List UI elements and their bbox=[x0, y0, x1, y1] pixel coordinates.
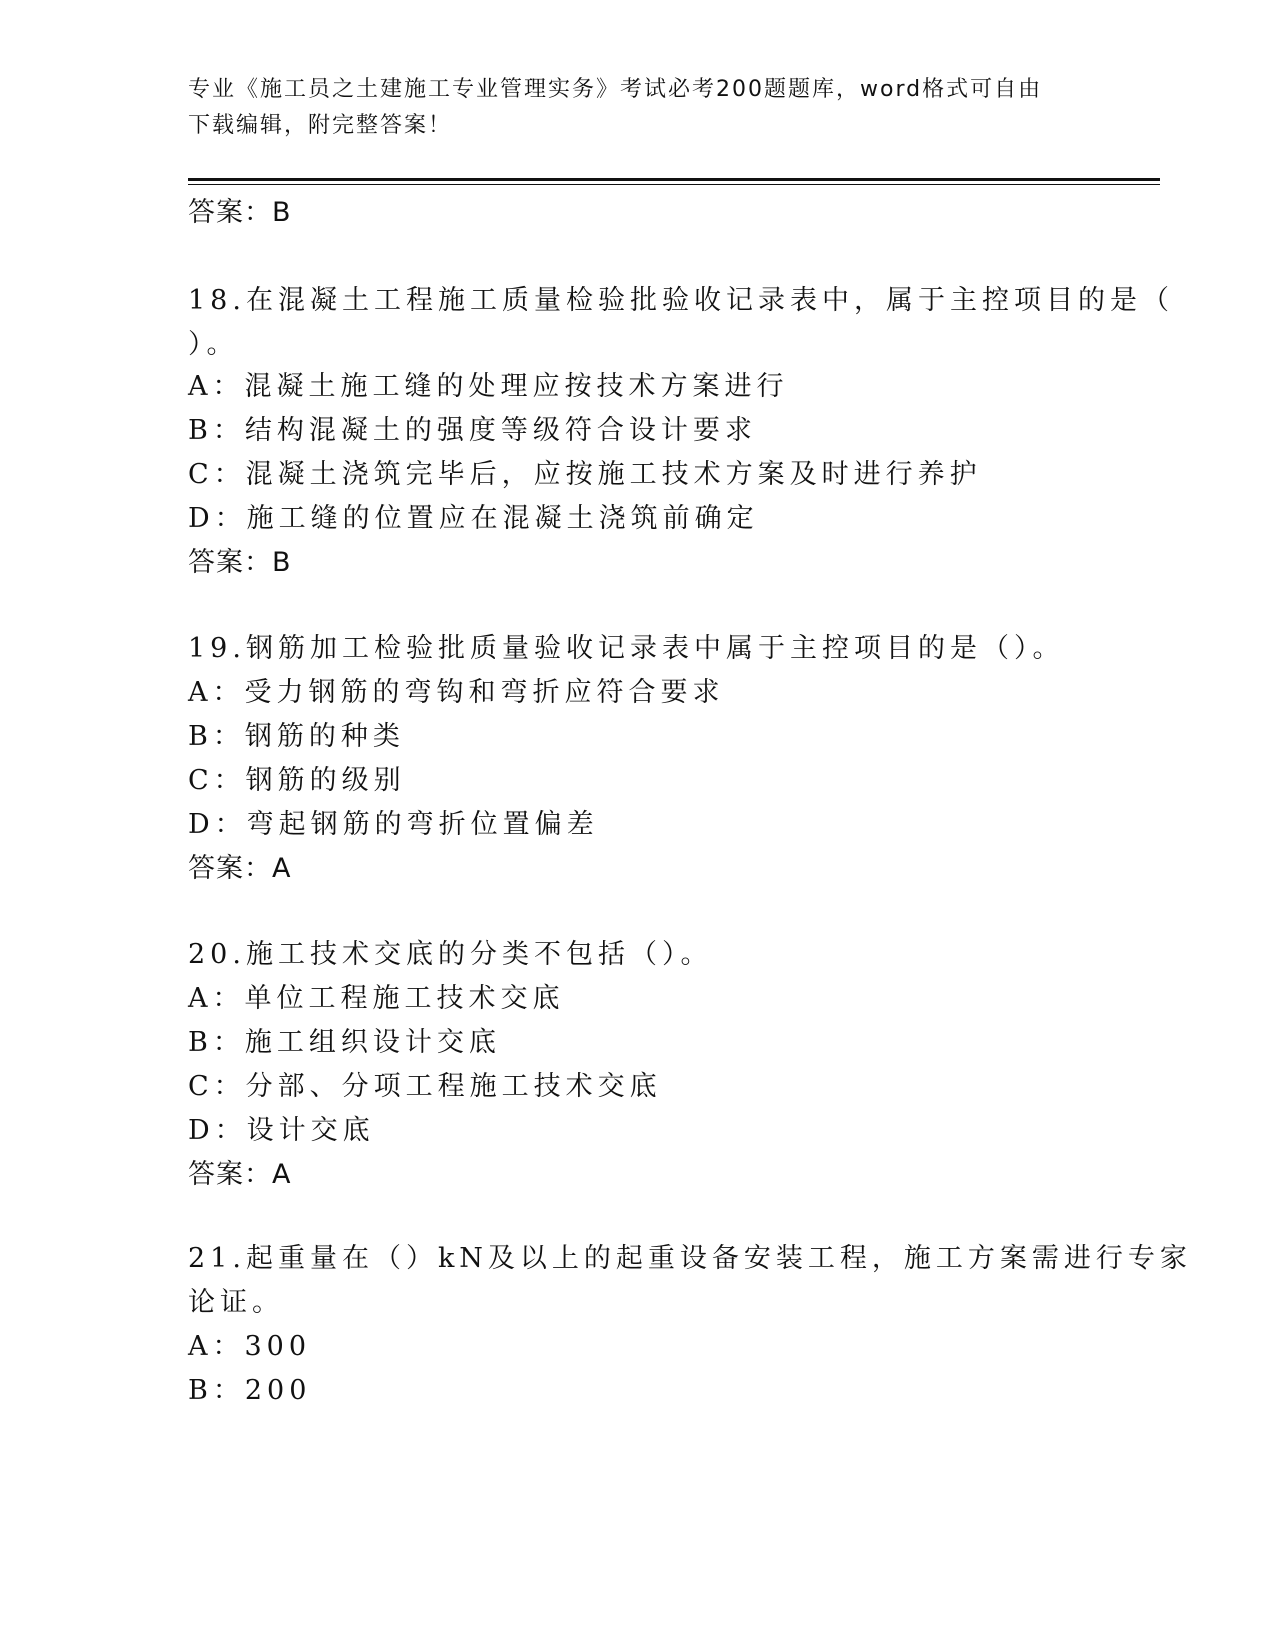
question-20-option-d: D：设计交底 bbox=[188, 1115, 375, 1146]
question-20-option-b: B：施工组织设计交底 bbox=[188, 1027, 501, 1058]
document-header bbox=[188, 72, 1088, 144]
question-18-option-b: B：结构混凝土的强度等级符合设计要求 bbox=[188, 415, 757, 446]
question-20-option-a: A：单位工程施工技术交底 bbox=[188, 983, 565, 1014]
question-19-option-c: C：钢筋的级别 bbox=[188, 765, 406, 796]
question-21-option-a: A：300 bbox=[188, 1331, 312, 1362]
question-21-stem-line-1: 21.起重量在（）kN及以上的起重设备安装工程，施工方案需进行专家 bbox=[188, 1243, 1192, 1274]
question-19-option-b: B：钢筋的种类 bbox=[188, 721, 405, 752]
question-21-stem-line-2: 论证。 bbox=[188, 1287, 284, 1318]
question-18-option-c: C：混凝土浇筑完毕后，应按施工技术方案及时进行养护 bbox=[188, 459, 982, 490]
question-19-option-a: A：受力钢筋的弯钩和弯折应符合要求 bbox=[188, 677, 725, 708]
question-18-answer: 答案：B bbox=[188, 547, 292, 578]
question-20-answer: 答案：A bbox=[188, 1159, 292, 1190]
question-19-option-d: D：弯起钢筋的弯折位置偏差 bbox=[188, 809, 599, 840]
question-18-stem-line-2: ）。 bbox=[188, 329, 239, 360]
question-20-option-c: C：分部、分项工程施工技术交底 bbox=[188, 1071, 662, 1102]
header-divider-thin bbox=[188, 184, 1160, 185]
question-20-stem-line-1: 20.施工技术交底的分类不包括（）。 bbox=[188, 939, 713, 970]
question-18-option-a: A：混凝土施工缝的处理应按技术方案进行 bbox=[188, 371, 789, 402]
question-19-stem-line-1: 19.钢筋加工检验批质量验收记录表中属于主控项目的是（）。 bbox=[188, 633, 1065, 664]
question-18-stem-line-1: 18.在混凝土工程施工质量检验批验收记录表中，属于主控项目的是（ bbox=[188, 285, 1174, 316]
header-line-2: 下载编辑，附完整答案！ bbox=[188, 113, 453, 138]
question-19-answer: 答案：A bbox=[188, 853, 292, 884]
header-divider-thick bbox=[188, 178, 1160, 181]
header-line-1: 专业《施工员之土建施工专业管理实务》考试必考200题题库，word格式可自由 bbox=[188, 77, 1043, 102]
question-18-option-d: D：施工缝的位置应在混凝土浇筑前确定 bbox=[188, 503, 759, 534]
answer-17: 答案：B bbox=[188, 197, 292, 228]
question-21-option-b: B：200 bbox=[188, 1375, 312, 1406]
